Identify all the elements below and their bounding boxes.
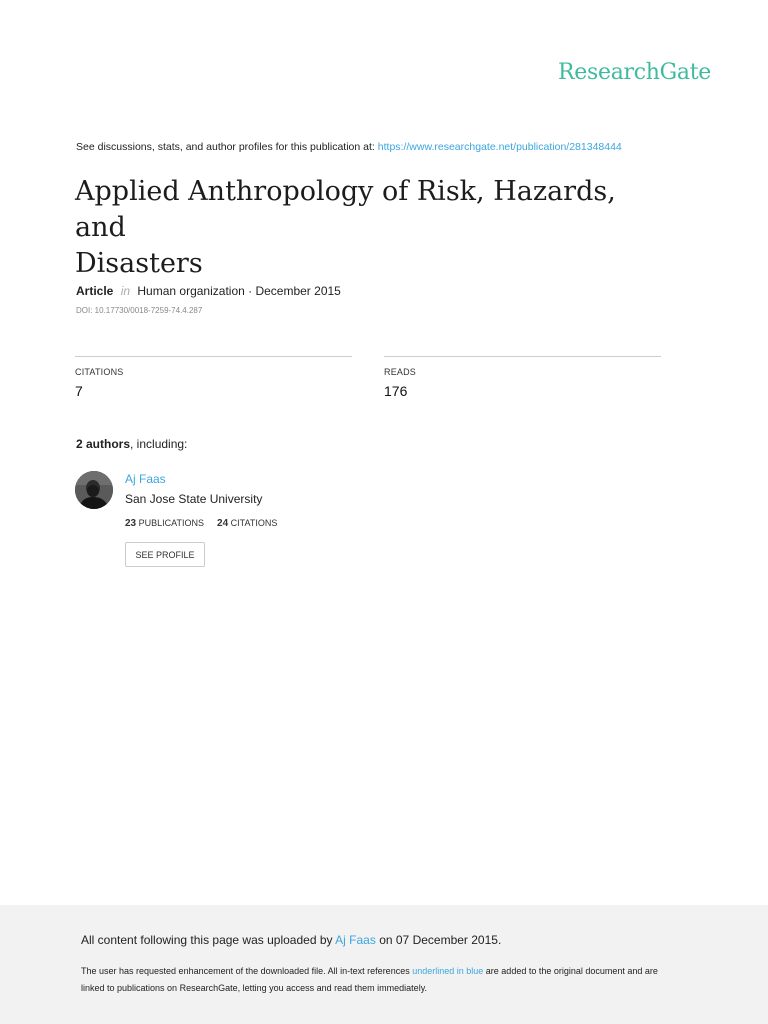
title-line-2: Disasters [75,248,203,279]
citations-stat [75,356,352,399]
author-citations-count: 24 [217,518,229,529]
reads-value: 176 [384,383,408,399]
note-suffix: are added to the original document and are linked to publications on ResearchGate, letting you access and read them immediately. [81,966,658,993]
author-stats [125,518,277,529]
article-meta [76,284,341,298]
publication-link-line [76,141,622,153]
note-prefix: The user has requested enhancement of the downloaded file. All in-text references [81,966,410,976]
citations-label: CITATIONS [75,367,124,377]
upload-notice [81,933,501,947]
uploader-link[interactable]: Aj Faas [335,933,376,947]
authors-heading [76,437,187,451]
author-institution: San Jose State University [125,492,263,506]
underlined-in-blue-link[interactable]: underlined in blue [412,966,484,976]
article-title [75,174,665,282]
publication-url-link[interactable]: https://www.researchgate.net/publication/281348444 [377,141,622,153]
upload-prefix: All content following this page was uploaded by [81,933,333,947]
researchgate-logo[interactable]: ResearchGate [558,60,711,85]
citations-value: 7 [75,383,83,399]
article-type: Article [76,284,114,298]
in-word: in [120,284,131,298]
avatar[interactable] [75,471,113,509]
see-profile-button[interactable]: SEE PROFILE [125,542,205,567]
avatar-photo-icon [75,471,113,509]
reads-label: READS [384,367,417,377]
footer [0,905,768,1024]
author-publications-count: 23 [125,518,137,529]
authors-count: 2 authors [76,437,131,451]
see-discussions-text: See discussions, stats, and author profiles for this publication at: [76,141,375,153]
reads-stat [384,356,661,399]
title-line-1: Applied Anthropology of Risk, Hazards, and [75,176,616,243]
journal-date: Human organization · December 2015 [137,284,341,298]
authors-suffix: , including: [130,437,188,451]
upload-suffix: on 07 December 2015. [379,933,502,947]
enhancement-note [81,963,681,997]
author-publications-label: PUBLICATIONS [138,518,204,528]
author-citations-label: CITATIONS [230,518,278,528]
doi-text: DOI: 10.17730/0018-7259-74.4.287 [76,306,203,315]
author-card [75,471,475,581]
author-name-link[interactable]: Aj Faas [125,472,166,486]
